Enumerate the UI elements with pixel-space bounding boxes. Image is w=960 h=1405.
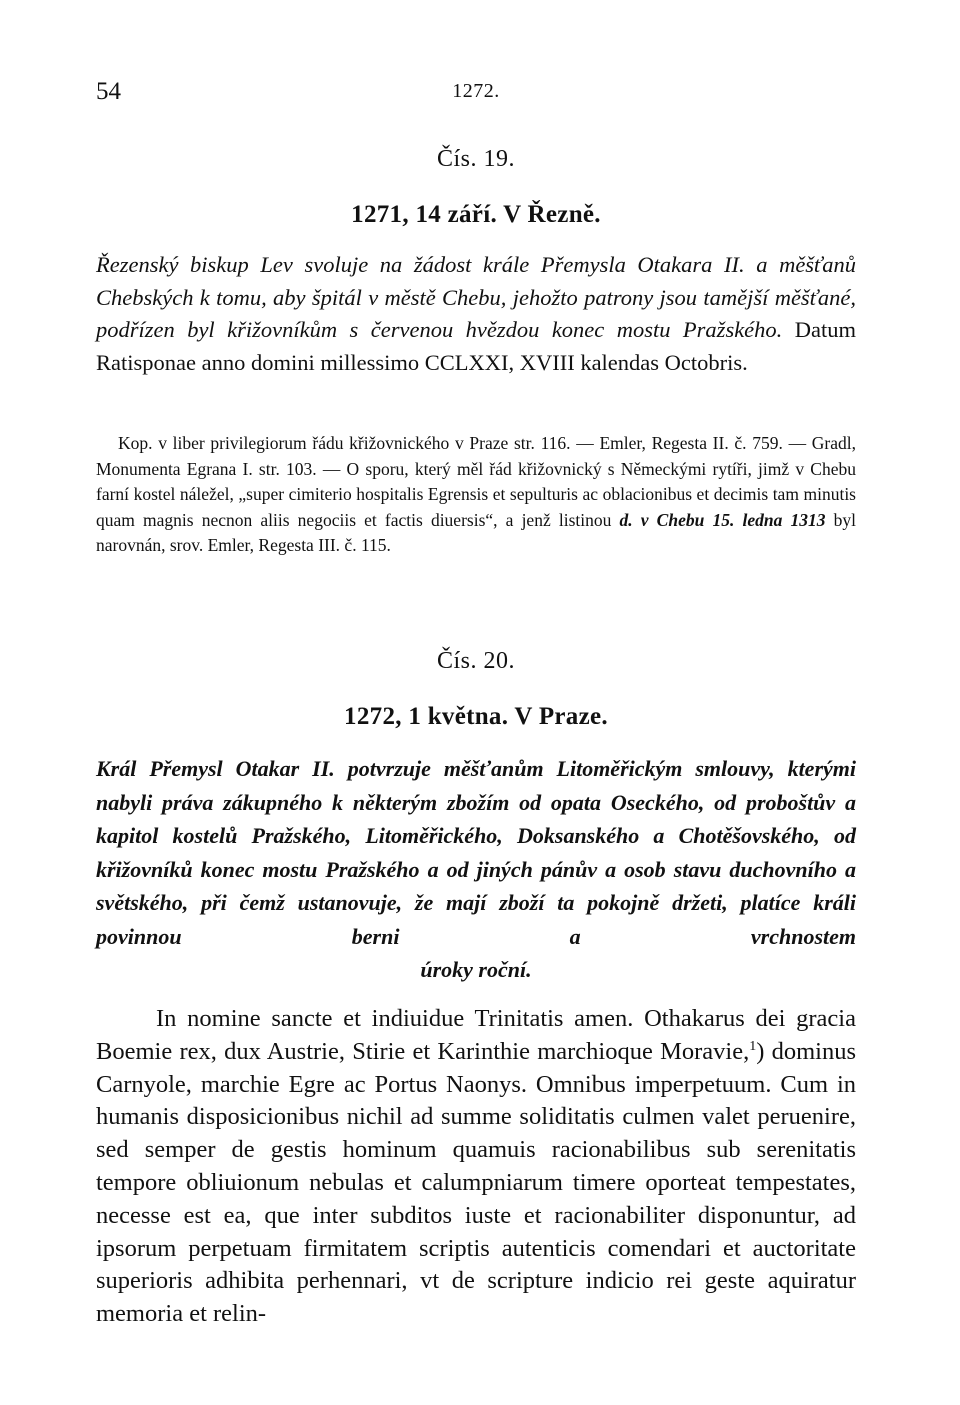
document-date-place: 1272, 1 května. V Praze. [344, 703, 608, 730]
page-number: 54 [96, 78, 121, 105]
document-date-place: 1271, 14 září. V Řezně. [351, 201, 601, 228]
charter-text [96, 1003, 856, 1331]
regest-last-line: úroky roční. [420, 957, 532, 982]
regest-dating-clause: Datum Ratisponae anno domini millessimo CCLXXI, XVIII kalendas Octobris. [96, 317, 856, 375]
document-19-note [96, 431, 856, 559]
document-19-date-block [96, 201, 856, 229]
document-number: Čís. 19. [436, 146, 515, 172]
source-note-text: Kop. v liber privilegiorum řádu křižovnického v Praze str. 116. — Emler, Regesta II. č. 759. — Gradl, Monumenta Egrana I. str. 103. — O sporu, který měl řád křižovnický s Německými rytíři, jimž v Chebu farní kostel náležel, „super cimiterio hospitalis Egrensis et sepulturis ac oblacionibus et decimis tam minutis quam magnis necnon aliis negociis et factis diuersis“, a jenž listinou [96, 433, 856, 530]
document-number: Čís. 20. [436, 648, 515, 674]
regest-text: Král Přemysl Otakar II. potvrzuje měšťanům Litoměřickým smlouvy, kterými nabyli práva zákupného k některým zbožím od opata Oseckého, od proboštův a kapitol kostelů Pražského, Litoměřického, Doksanského a Chotěšovského, od křižovníků konec mostu Pražského a od jiných pánův a osob stavu duchovního a světského, při čemž ustanovuje, že mají zboží ta pokojně držeti, platíce králi povinnou berni a vrchnostem [96, 756, 856, 949]
source-note-date-ref: d. v Chebu 15. ledna 1313 [619, 509, 826, 530]
source-note-text-end: byl narovnán, srov. Emler, Regesta III. č. 115. [96, 509, 856, 555]
regest-italic-text: Řezenský biskup Lev svoluje na žádost krále Přemysla Otakara II. a měšťanů Chebských k tomu, aby špitál v městě Chebu, jehožto patrony jsou tamější měšťané, podřízen byl křižovníkům s červenou hvězdou konec mostu Pražského. [96, 252, 856, 342]
charter-text-continued: ) dominus Carnyole, marchie Egre ac Portus Naonys. Omnibus imperpetuum. Cum in humanis disposicionibus nichil ad summe soliditatis culmen valet peruenire, sed semper de gestis hominum quamuis racionabilibus sub serenitatis tempore obliuionum nebulas et calumpniarum timere oporteat tempestates, necesse est ea, que inter subditos iuste et racionabiliter disponuntur, ad ipsorum perpetuam firmitatem scriptis autenticis comendari et auctoritate superioris adhibita perhennari, vt de scripture indicio rei geste aquiratur memoria et relin- [96, 1037, 856, 1328]
document-19 [96, 146, 856, 173]
document-20 [96, 648, 856, 675]
regest-paragraph [96, 249, 856, 379]
document-20-body [96, 1003, 856, 1331]
footnote-reference[interactable]: 1 [749, 1038, 757, 1054]
page-header [96, 78, 856, 108]
document-20-regest [96, 752, 856, 987]
document-20-date-block [96, 703, 856, 731]
regest-paragraph [96, 752, 856, 987]
running-head-year: 1272. [452, 80, 500, 102]
source-note [96, 431, 856, 559]
document-19-regest [96, 249, 856, 379]
charter-text-start: In nomine sancte et indiuidue Trinitatis amen. Othakarus dei gracia Boemie rex, dux Austrie, Stirie et Karinthie marchioque Moravie, [96, 1005, 856, 1065]
